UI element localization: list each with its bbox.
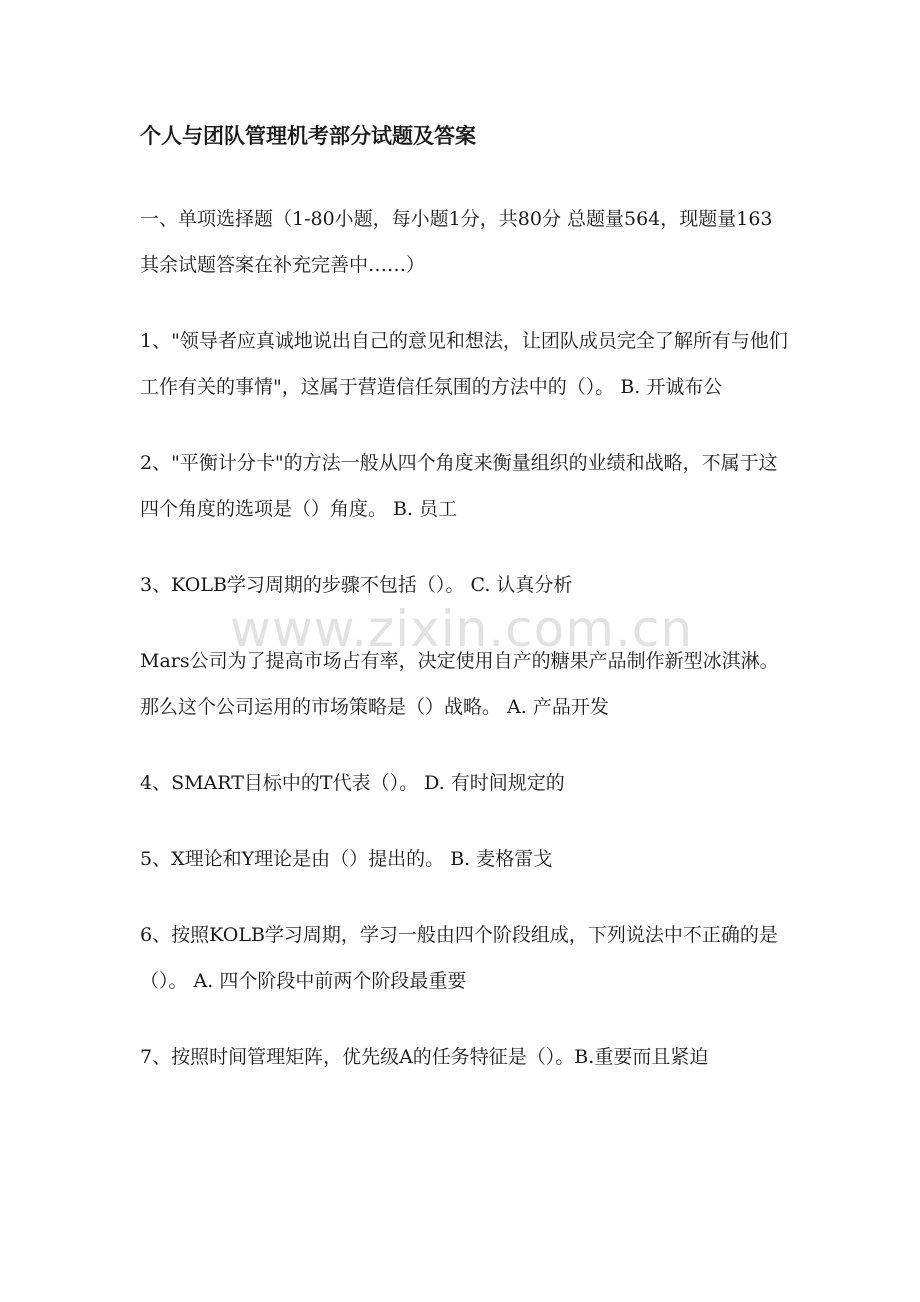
question-item: 2、"平衡计分卡"的方法一般从四个角度来衡量组织的业绩和战略，不属于这四个角度的选项是（）角度。 B. 员工: [140, 452, 778, 520]
question-item: 1、"领导者应真诚地说出自己的意见和想法，让团队成员完全了解所有与他们工作有关的事情"，这属于营造信任氛围的方法中的（）。 B. 开诚布公: [140, 330, 788, 398]
question-item: 3、KOLB学习周期的步骤不包括（）。 C. 认真分析: [140, 574, 573, 596]
section-header: 一、单项选择题（1-80小题，每小题1分，共80分 总题量564，现题量163 其余试题答案在补充完善中……）: [140, 208, 779, 276]
document-title: 个人与团队管理机考部分试题及答案: [140, 124, 476, 148]
question-item: 5、X理论和Y理论是由（）提出的。 B. 麦格雷戈: [140, 848, 553, 870]
question-item: 7、按照时间管理矩阵，优先级A的任务特征是（）。B.重要而且紧迫: [140, 1046, 709, 1068]
question-item: 6、按照KOLB学习周期，学习一般由四个阶段组成，下列说法中不正确的是（）。 A. 四个阶段中前两个阶段最重要: [140, 924, 778, 992]
question-item: 4、SMART目标中的T代表（）。 D. 有时间规定的: [140, 772, 565, 794]
watermark-text: www.zixin.com.cn: [230, 600, 694, 658]
question-item: Mars公司为了提高市场占有率，决定使用自产的糖果产品制作新型冰淇淋。那么这个公司运用的市场策略是（）战略。 A. 产品开发: [140, 650, 779, 718]
document-page: [140, 118, 790, 1110]
